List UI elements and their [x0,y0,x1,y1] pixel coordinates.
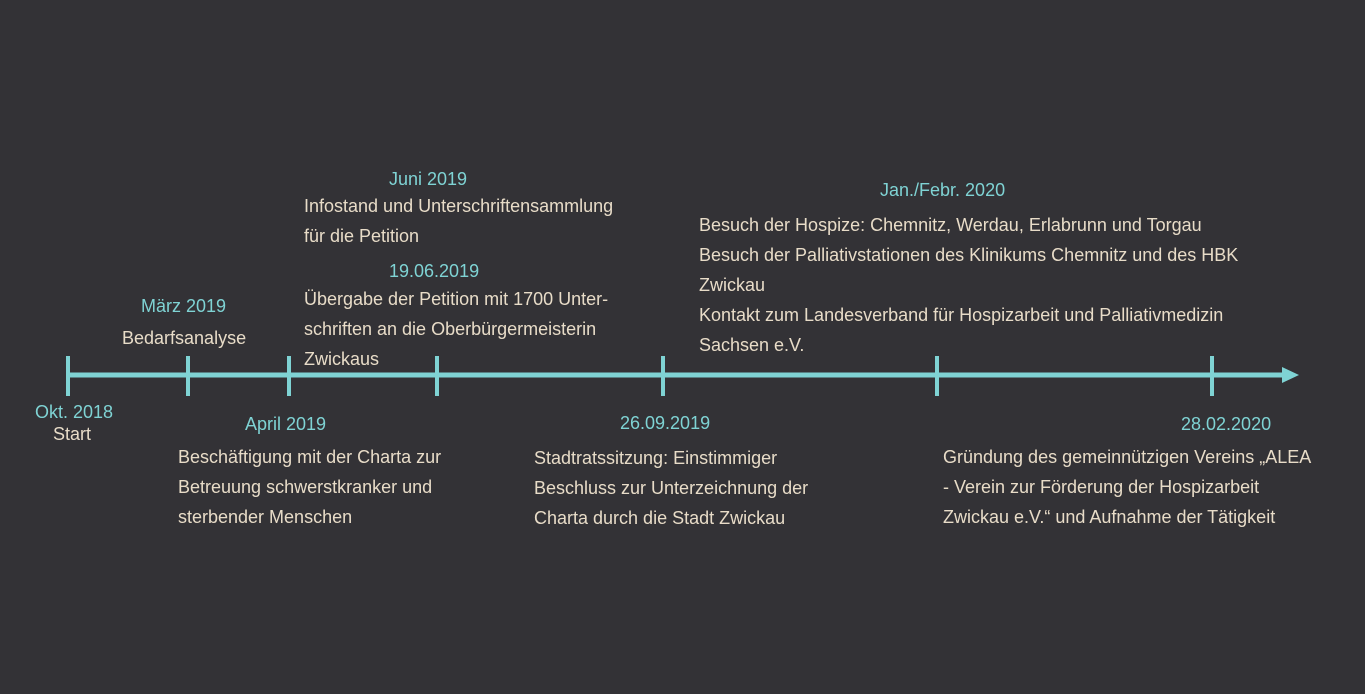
event-desc-line: Sachsen e.V. [699,335,805,355]
event-desc-line: für die Petition [304,226,420,246]
event-desc-stadtrat [534,443,808,533]
event-date-28-02-2020: 28.02.2020 [1181,414,1272,434]
event-desc-line: sterbender Menschen [178,507,353,527]
event-desc-line: Kontakt zum Landesverband für Hospizarbeit und Palliativmedizin [699,305,1224,325]
event-date-jan-febr-2020: Jan./Febr. 2020 [880,180,1006,200]
event-date-juni-2019: Juni 2019 [389,169,468,189]
timeline-arrowhead [1282,367,1299,383]
event-desc-line: Start [53,424,92,444]
event-desc-charta [178,442,441,532]
event-desc-line: Zwickau [699,275,766,295]
event-desc-line: Zwickau e.V.“ und Aufnahme der Tätigkeit [943,507,1276,527]
event-date-april-2019: April 2019 [245,414,327,434]
event-desc-infostand [304,191,613,251]
event-date-okt-2018: Okt. 2018 [35,402,114,422]
event-desc-line: Stadtratssitzung: Einstimmiger [534,448,778,468]
event-desc-line: Besuch der Hospize: Chemnitz, Werdau, Erlabrunn und Torgau [699,215,1202,235]
event-desc-line: Beschäftigung mit der Charta zur [178,447,442,467]
event-desc-bedarfsanalyse [122,323,246,353]
event-desc-line: Beschluss zur Unterzeichnung der [534,478,809,498]
event-desc-besuche [699,210,1238,360]
event-date-19-06-2019: 19.06.2019 [389,261,480,281]
event-desc-line: - Verein zur Förderung der Hospizarbeit [943,477,1260,497]
event-desc-line: Zwickaus [304,349,380,369]
event-desc-line: Bedarfsanalyse [122,328,247,348]
event-desc-line: Infostand und Unterschriftensammlung [304,196,614,216]
event-desc-gruendung [943,442,1311,532]
event-desc-line: Besuch der Palliativstationen des Klinikums Chemnitz und des HBK [699,245,1239,265]
event-date-26-09-2019: 26.09.2019 [620,413,711,433]
event-desc-line: Betreuung schwerstkranker und [178,477,433,497]
event-desc-line: Gründung des gemeinnützigen Vereins „ALEA [943,447,1312,467]
event-desc-petition [304,284,608,374]
event-date-maerz-2019: März 2019 [141,296,227,316]
event-desc-line: schriften an die Oberbürgermeisterin [304,319,597,339]
event-desc-line: Charta durch die Stadt Zwickau [534,508,786,528]
event-desc-line: Übergabe der Petition mit 1700 Unter- [304,289,609,309]
event-desc-start [53,420,91,448]
